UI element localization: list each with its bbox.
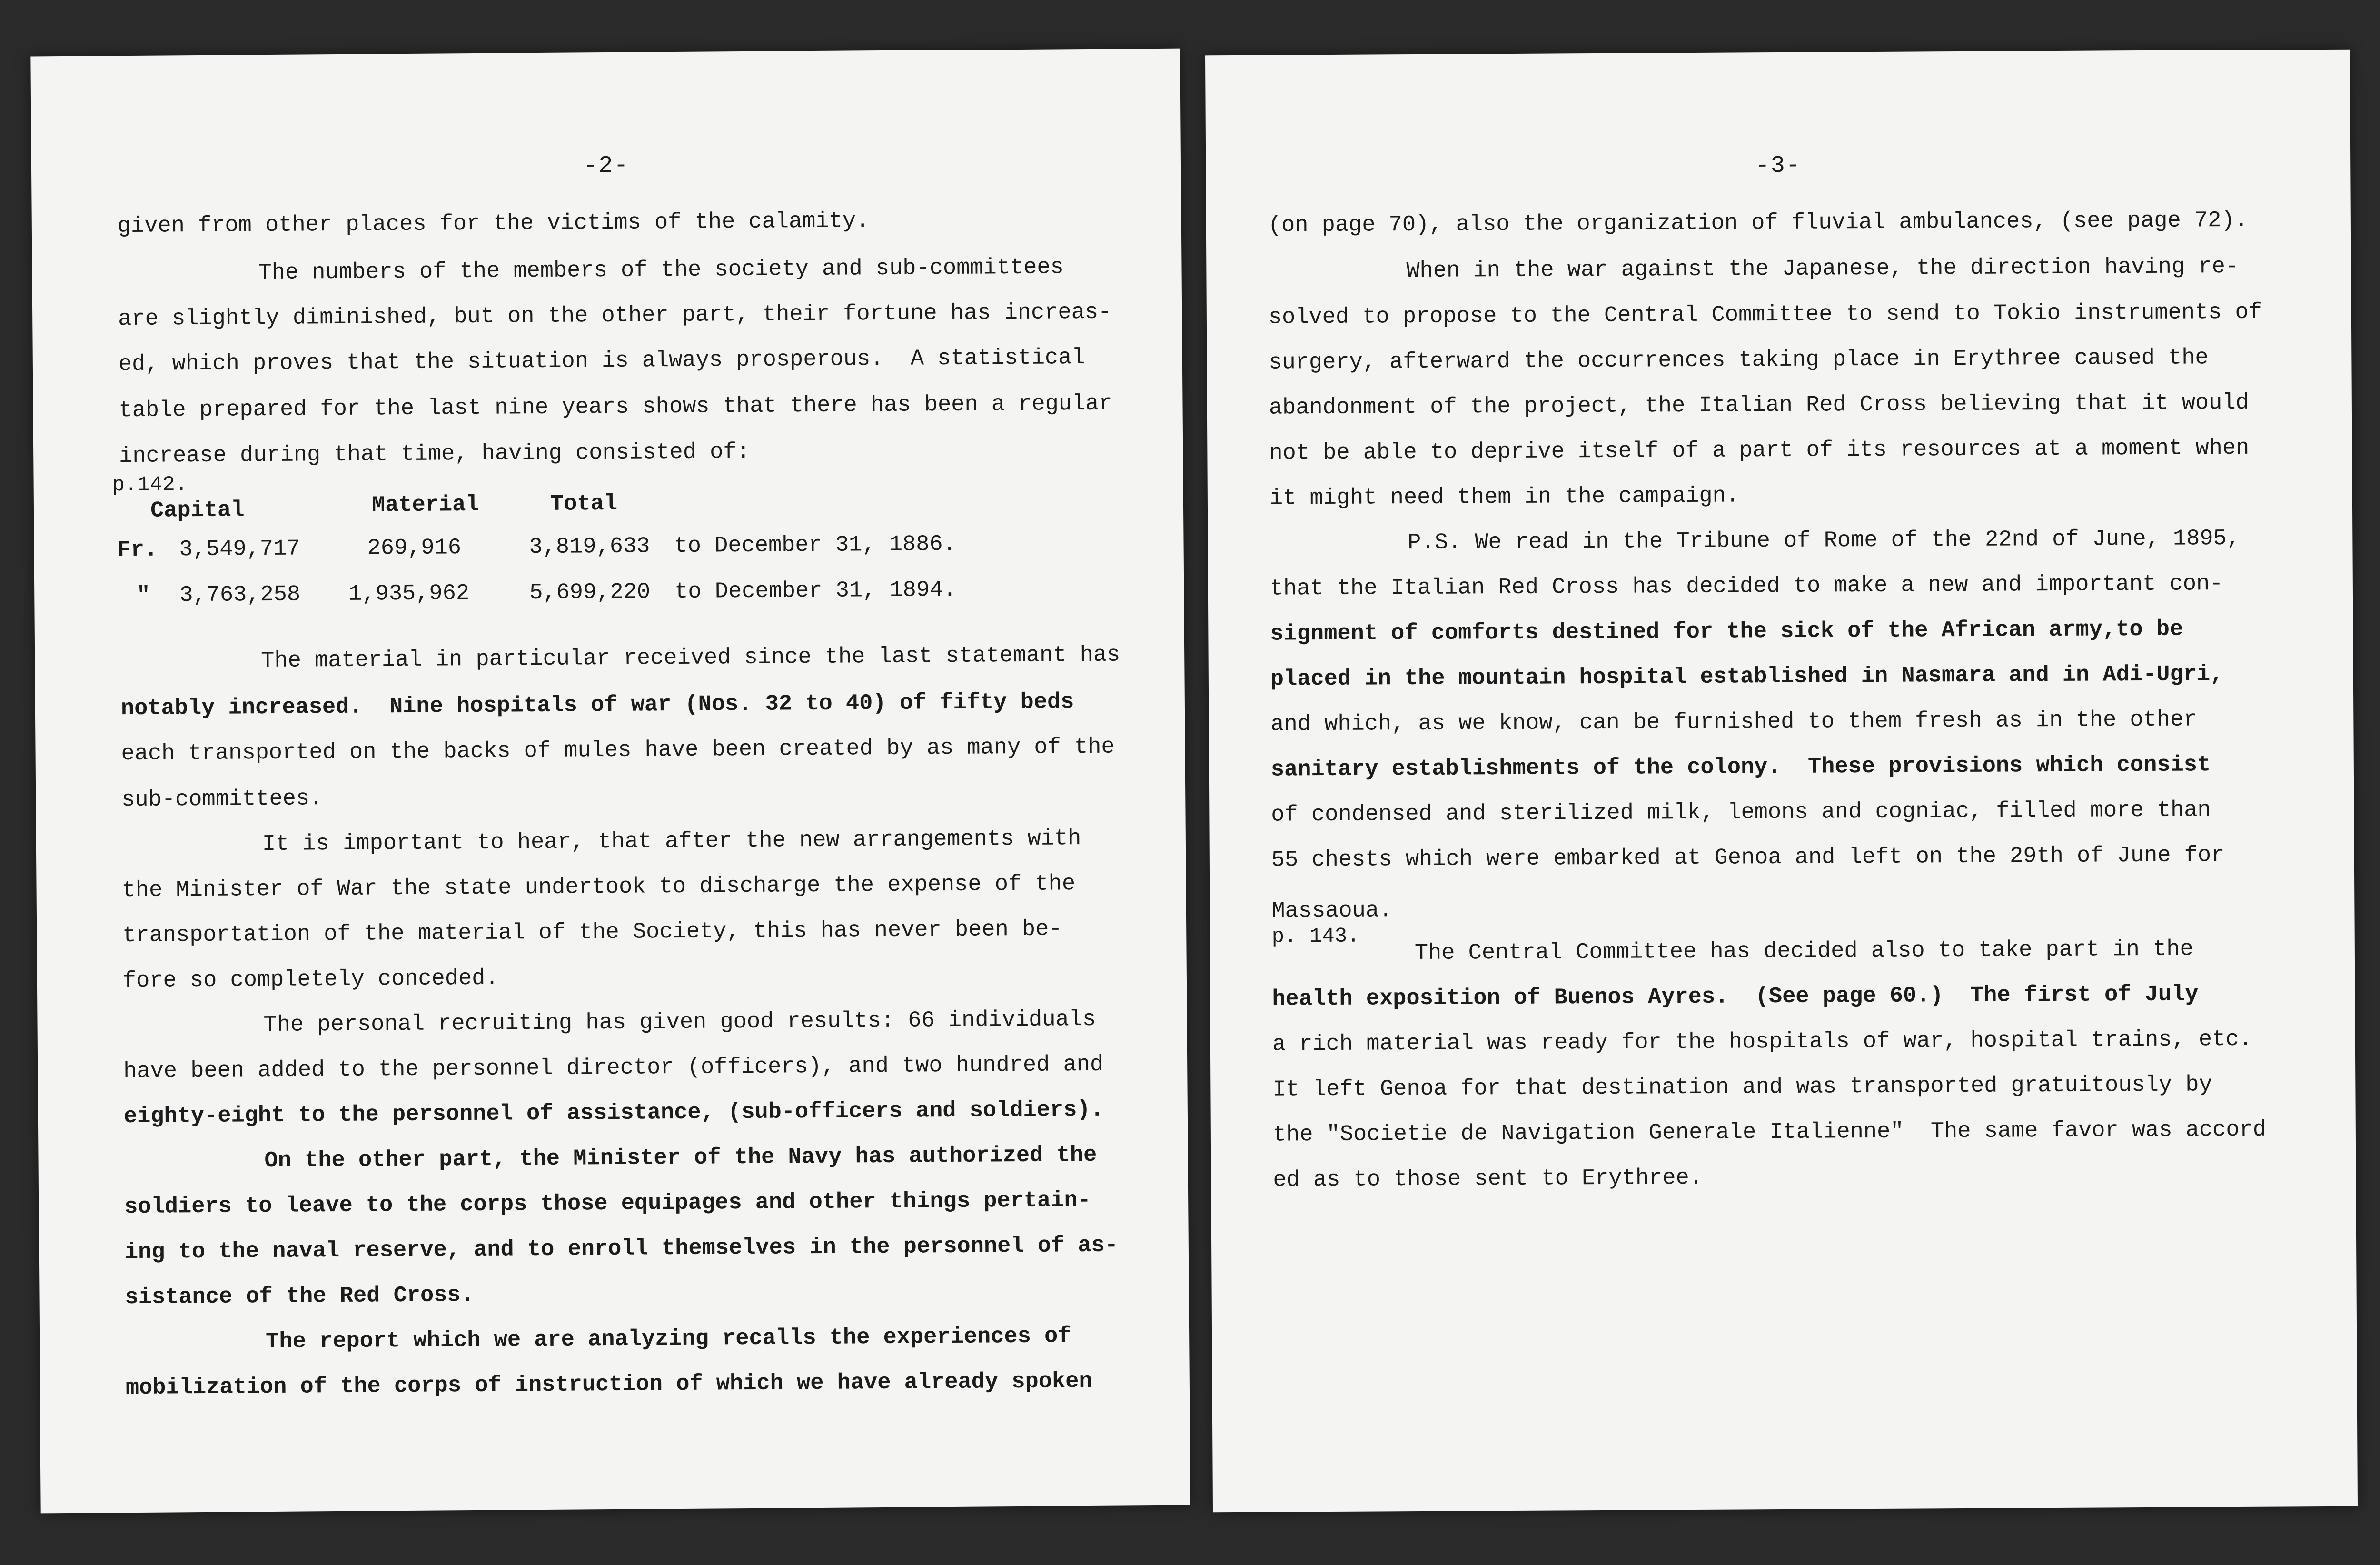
text-line: the "Societie de Navigation Generale Italienne" The same favor was accord: [1272, 1117, 2267, 1148]
text-line: It left Genoa for that destination and was transported gratuitously by: [1272, 1072, 2212, 1103]
text-line: a rich material was ready for the hospitals of war, hospital trains, etc.: [1272, 1027, 2252, 1057]
table-cell-capital: 3,549,717: [179, 536, 300, 563]
table-cell-material: 269,916: [367, 535, 462, 561]
page-number: -2-: [583, 152, 629, 180]
text-line: ing to the naval reserve, and to enroll themselves in the personnel of as-: [124, 1233, 1119, 1266]
text-line: mobilization of the corps of instruction of which we have already spoken: [125, 1368, 1092, 1401]
text-line: The Central Committee has decided also to take part in the: [1414, 937, 2193, 967]
table-cell-capital: 3,763,258: [179, 582, 301, 608]
text-line: table prepared for the last nine years shows that there has been a regular: [119, 391, 1112, 424]
text-line: of condensed and sterilized milk, lemons and cogniac, filled more than: [1271, 797, 2211, 828]
table-cell-total: 5,699,220: [529, 579, 651, 606]
text-line: The personal recruiting has given good results: 66 individuals: [263, 1007, 1096, 1038]
text-line: sub-committees.: [121, 786, 323, 813]
text-line: have been added to the personnel director (officers), and two hundred and: [123, 1052, 1104, 1085]
table-cell-material: 1,935,962: [348, 581, 470, 607]
text-line: On the other part, the Minister of the Navy has authorized the: [264, 1142, 1097, 1174]
text-line: abandonment of the project, the Italian Red Cross believing that it would: [1269, 390, 2249, 421]
text-line: that the Italian Red Cross has decided to make a new and important con-: [1269, 571, 2223, 602]
text-line: the Minister of War the state undertook to discharge the expense of the: [122, 871, 1076, 904]
text-line: solved to propose to the Central Committee to send to Tokio instruments of: [1268, 299, 2262, 330]
text-line: and which, as we know, can be furnished to them fresh as in the other: [1270, 707, 2197, 738]
text-line: each transported on the backs of mules have been created by as many of the: [121, 734, 1115, 767]
text-line: health exposition of Buenos Ayres. (See page 60.) The first of July: [1272, 982, 2199, 1012]
text-line: transportation of the material of the Society, this has never been be-: [122, 917, 1062, 949]
text-line: sanitary establishments of the colony. These provisions which consist: [1270, 752, 2211, 783]
page-number: -3-: [1755, 152, 1801, 180]
table-header-material: Material: [371, 492, 479, 518]
text-line: When in the war against the Japanese, the direction having re-: [1406, 254, 2239, 284]
table-cell-prefix: Fr.: [117, 537, 158, 563]
text-line: notably increased. Nine hospitals of war (Nos. 32 to 40) of fifty beds: [120, 689, 1074, 722]
table-cell-date: to December 31, 1886.: [674, 531, 957, 559]
text-line: P.S. We read in the Tribune of Rome of the 22nd of June, 1895,: [1408, 526, 2241, 556]
text-line: surgery, afterward the occurrences taking place in Erythree caused the: [1269, 345, 2209, 376]
text-line: placed in the mountain hospital established in Nasmara and in Adi-Ugri,: [1270, 662, 2224, 692]
text-line: The report which we are analyzing recalls the experiences of: [266, 1324, 1071, 1355]
table-cell-total: 3,819,633: [529, 534, 650, 560]
text-line: The material in particular received since the last statemant has: [261, 642, 1121, 674]
page-reference: p.142.: [112, 473, 188, 498]
left-page: [30, 49, 1190, 1514]
text-line: It is important to hear, that after the new arrangements with: [262, 826, 1081, 857]
text-line: sistance of the Red Cross.: [125, 1283, 475, 1311]
text-line: are slightly diminished, but on the other part, their fortune has increas-: [118, 299, 1112, 332]
table-cell-prefix: ": [137, 583, 150, 608]
page-reference: p. 143.: [1271, 924, 1360, 949]
text-line: not be able to deprive itself of a part of its resources at a moment when: [1269, 435, 2250, 466]
text-line: ed as to those sent to Erythree.: [1273, 1165, 1703, 1193]
text-line: The numbers of the members of the society and sub-committees: [258, 255, 1064, 286]
text-line: (on page 70), also the organization of fluvial ambulances, (see page 72).: [1268, 208, 2248, 239]
table-header-capital: Capital: [150, 498, 245, 524]
text-line: 55 chests which were embarked at Genoa and left on the 29th of June for: [1271, 843, 2225, 873]
text-line: increase during that time, having consisted of:: [119, 439, 750, 469]
right-page: [1205, 50, 2358, 1513]
text-line: eighty-eight to the personnel of assistance, (sub-officers and soldiers).: [123, 1097, 1104, 1130]
text-line: Massaoua.: [1271, 898, 1393, 924]
text-line: signment of comforts destined for the sick of the African army,to be: [1270, 617, 2183, 647]
text-line: it might need them in the campaign.: [1269, 483, 1740, 511]
table-header-total: Total: [550, 491, 618, 517]
text-line: ed, which proves that the situation is always prosperous. A statistical: [118, 345, 1085, 378]
text-line: fore so completely conceded.: [122, 966, 499, 994]
text-line: given from other places for the victims of the calamity.: [117, 209, 870, 239]
text-line: soldiers to leave to the corps those equipages and other things pertain-: [124, 1187, 1091, 1220]
table-cell-date: to December 31, 1894.: [674, 577, 957, 605]
